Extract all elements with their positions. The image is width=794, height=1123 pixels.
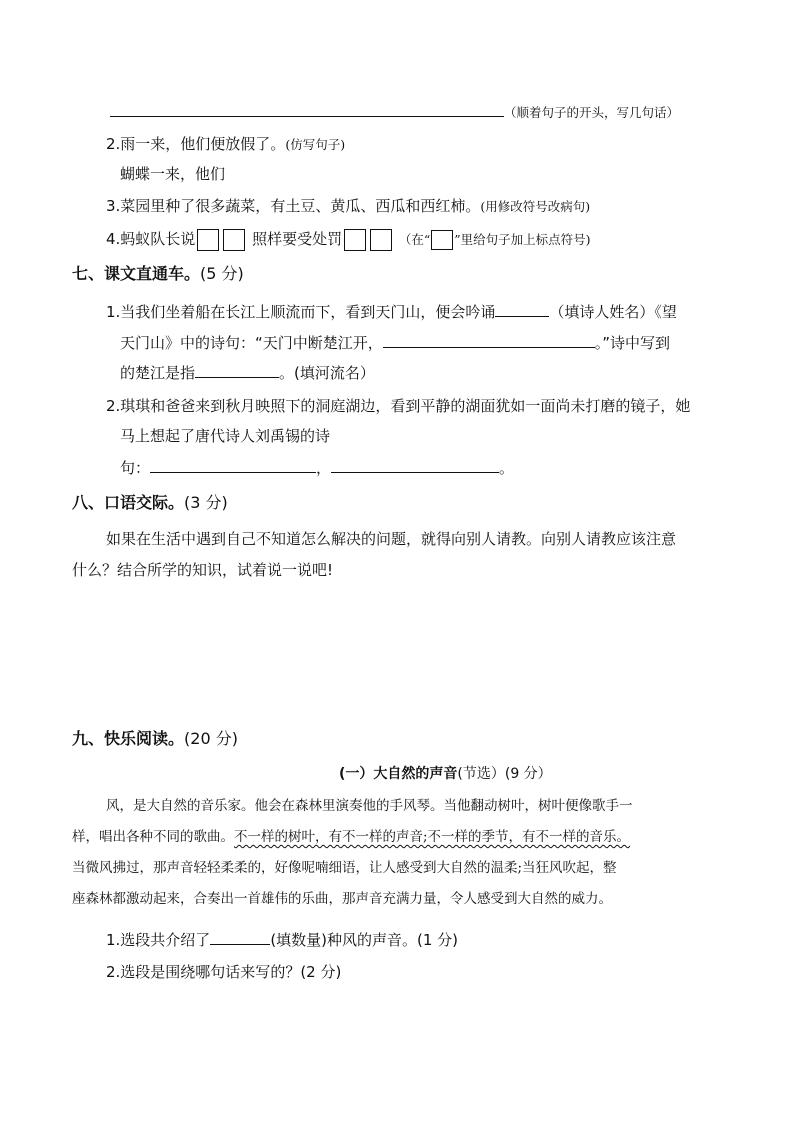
q6-2-text: 2.雨一来，他们便放假了。 <box>106 135 286 153</box>
s7-q1-text-b: （填诗人姓名）《望 <box>549 303 677 321</box>
poet-name-blank[interactable] <box>495 301 549 317</box>
punctuation-box[interactable] <box>370 229 392 251</box>
s7-q1-line3 <box>120 362 375 383</box>
q6-4-part1: 4.蚂蚁队长说 <box>106 230 196 248</box>
passage-line-1: 风，是大自然的音乐家。他会在森林里演奏他的手风琴。当他翻动树叶，树叶便像歌手一 <box>106 798 633 814</box>
punctuation-box[interactable] <box>344 229 366 251</box>
s7-q2-line3-a: 句： <box>120 459 151 477</box>
s7-q2-line1: 2.琪琪和爸爸来到秋月映照下的洞庭湖边，看到平静的湖面犹如一面尚未打磨的镜子，她 <box>106 397 691 415</box>
poem-blank-2[interactable] <box>331 457 499 473</box>
answer-blank[interactable] <box>110 101 504 117</box>
s9-q1-a: 1.选段共介绍了 <box>106 931 211 949</box>
poem-line-blank[interactable] <box>383 332 595 348</box>
punctuation-box[interactable] <box>197 229 219 251</box>
s9-q1-row <box>106 929 458 950</box>
section-8-title: 八、口语交际。 <box>72 493 185 512</box>
section-9-points: (20 分) <box>184 729 238 748</box>
reading-1-title: (一）大自然的声音 <box>339 766 458 782</box>
poem-blank-1[interactable] <box>150 457 316 473</box>
sample-box <box>431 230 453 250</box>
q6-3-text: 3.菜园里种了很多蔬菜，有土豆、黄瓜、西瓜和西红柿。 <box>106 197 481 215</box>
s7-q1-line2-b: 。”诗中写到 <box>594 334 671 352</box>
q6-4-hint-close: ”里给句子加上标点符号) <box>454 232 591 247</box>
q6-3-hint: (用修改符号改病句) <box>480 199 591 214</box>
q6-2-row <box>106 134 345 155</box>
q6-tail-hint: （顺着句子的开头，写几句话） <box>504 105 680 120</box>
s7-q2-line3 <box>120 457 514 478</box>
passage-line-2 <box>72 822 633 853</box>
s7-q2-line3-c: 。 <box>499 459 515 477</box>
section-7-points: (5 分) <box>200 264 244 283</box>
s8-line1: 如果在生活中遇到自己不知道怎么解决的问题，就得向别人请教。向别人请教应该注意 <box>106 530 677 548</box>
s7-q1-line2-a: 天门山》中的诗句：“天门中断楚江开， <box>120 334 383 352</box>
reading-1-note: (节选）(9 分） <box>457 766 552 782</box>
q6-3-row <box>106 196 590 217</box>
s7-q2-line3-b: ， <box>316 459 332 477</box>
s8-line2: 什么？结合所学的知识，试着说一说吧! <box>72 561 334 579</box>
river-name-blank[interactable] <box>195 362 279 378</box>
section-7-heading <box>72 264 244 284</box>
section-9-title: 九、快乐阅读。 <box>72 729 185 748</box>
section-9-heading <box>72 729 238 749</box>
s7-q1-line2 <box>120 332 670 353</box>
s7-q1-line1 <box>106 301 677 322</box>
q6-2-prompt: 蝴蝶一来，他们 <box>120 165 226 183</box>
reading-1-title-row <box>339 764 552 784</box>
reading-passage <box>72 791 633 915</box>
count-blank[interactable] <box>210 929 270 945</box>
passage-line-3: 当微风拂过，那声音轻轻柔柔的，好像呢喃细语，让人感受到大自然的温柔;当狂风吹起，整 <box>72 860 617 876</box>
passage-line-2-a: 样，唱出各种不同的歌曲。 <box>72 829 234 845</box>
s7-q2-line2: 马上想起了唐代诗人刘禹锡的诗 <box>120 427 331 445</box>
s9-q1-b: (填数量)种风的声音。(1 分) <box>270 931 459 949</box>
s7-q1-line3-b: 。(填河流名） <box>279 364 375 382</box>
wavy-underlined-sentence: 不一样的树叶，有不一样的声音;不一样的季节，有不一样的音乐。 <box>234 829 631 845</box>
s7-q1-line3-a: 的楚江是指 <box>120 364 196 382</box>
s7-q1-text-a: 1.当我们坐着船在长江上顺流而下，看到天门山，便会吟诵 <box>106 303 496 321</box>
passage-line-4: 座森林都激动起来，合奏出一首雄伟的乐曲，那声音充满力量，令人感受到大自然的威力。 <box>72 891 612 907</box>
q6-answer-line-row <box>110 101 679 123</box>
q6-2-hint: (仿写句子) <box>285 137 346 152</box>
s9-q2: 2.选段是围绕哪句话来写的？(2 分) <box>106 963 342 981</box>
punctuation-box[interactable] <box>223 229 245 251</box>
q6-4-row <box>106 227 591 252</box>
q6-4-hint-open: （在“ <box>398 232 431 247</box>
section-8-heading <box>72 493 228 513</box>
section-7-title: 七、课文直通车。 <box>72 264 201 283</box>
section-8-points: (3 分) <box>184 493 228 512</box>
q6-4-part2: 照样要受处罚 <box>252 230 343 248</box>
